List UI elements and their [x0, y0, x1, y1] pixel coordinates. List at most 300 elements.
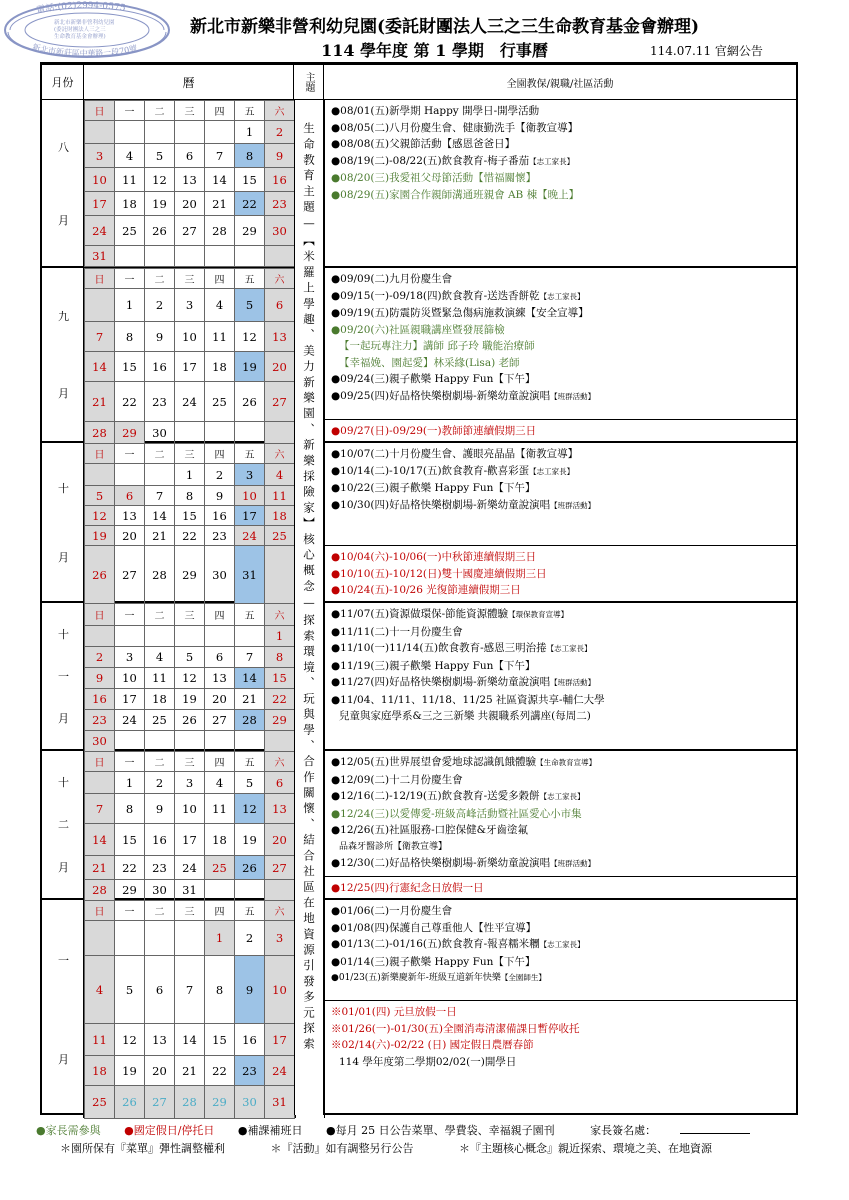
- day-cell: 2: [145, 772, 175, 794]
- day-cell: 3: [175, 289, 205, 322]
- event-list: [325, 100, 796, 266]
- day-cell: 21: [85, 856, 115, 880]
- event-tag: 【班群活動】: [550, 678, 596, 687]
- weekday-header: 三: [175, 444, 205, 464]
- week-row: [85, 322, 295, 352]
- week-row: [85, 956, 295, 1024]
- day-cell: 8: [205, 956, 235, 1024]
- weekday-header: 三: [175, 101, 205, 121]
- day-cell: 16: [85, 689, 115, 710]
- month-label-char: 九: [58, 310, 69, 324]
- event-text: ●12/30(二)好品格快樂樹劇場-新樂幼童說演唱: [331, 857, 551, 869]
- table-header-row: [42, 65, 796, 100]
- event-tag: 【班群活動】: [550, 500, 596, 510]
- day-cell: 5: [145, 144, 175, 168]
- week-row: [85, 880, 295, 901]
- month-label-char: 一: [58, 670, 69, 683]
- day-cell: 6: [115, 486, 145, 506]
- weekday-header: 二: [145, 901, 175, 921]
- day-cell: 4: [205, 772, 235, 794]
- event-item: [331, 692, 790, 709]
- day-cell: 30: [85, 731, 115, 752]
- event-text: ●10/14(二)-10/17(五)飲食教育-歡喜彩蛋: [331, 464, 530, 477]
- month-row: [42, 268, 796, 443]
- weekday-header: 六: [265, 901, 295, 921]
- empty-day-cell: [145, 121, 175, 144]
- week-row: [85, 464, 295, 486]
- empty-day-cell: [205, 626, 235, 647]
- event-text: ●01/23(五)新樂慶新年-班級互道新年快樂: [331, 973, 501, 983]
- day-cell: 27: [175, 216, 205, 246]
- day-cell: 30: [205, 546, 235, 604]
- month-label-char: 二: [58, 818, 69, 832]
- header-calendar: 曆: [84, 65, 294, 99]
- weekday-header: 日: [85, 101, 115, 121]
- day-cell: 15: [235, 168, 265, 192]
- day-cell: 25: [85, 1086, 115, 1119]
- event-list: [325, 900, 796, 1000]
- event-item: [331, 153, 790, 171]
- month-row: [42, 443, 796, 603]
- day-cell: 28: [145, 546, 175, 604]
- day-cell: 2: [265, 121, 295, 144]
- event-item: [331, 839, 790, 856]
- day-cell: 31: [85, 246, 115, 267]
- day-cell: 28: [235, 710, 265, 731]
- day-cell: 22: [235, 192, 265, 216]
- day-cell: 28: [85, 422, 115, 444]
- day-cell: 19: [235, 824, 265, 856]
- day-cell: 11: [205, 794, 235, 824]
- empty-day-cell: [175, 121, 205, 144]
- weekday-header: 三: [175, 269, 205, 289]
- day-cell: 14: [235, 668, 265, 689]
- day-cell: 15: [115, 824, 145, 856]
- event-list: [325, 603, 796, 749]
- event-text: ●10/22(三)親子歡樂 Happy Fun【下午】: [331, 482, 536, 494]
- event-item: [331, 103, 790, 120]
- day-cell: 8: [265, 647, 295, 668]
- day-cell: 29: [175, 546, 205, 604]
- empty-day-cell: [235, 731, 265, 752]
- weekday-header: 四: [205, 269, 235, 289]
- week-row: [85, 824, 295, 856]
- day-cell: 28: [85, 880, 115, 901]
- event-text: ●01/08(四)保護自己尊重他人【性平宣導】: [331, 921, 537, 934]
- day-cell: 11: [145, 668, 175, 689]
- weekday-header: 五: [235, 444, 265, 464]
- event-text: ●10/07(二)十月份慶生會、護眼亮晶晶【衛教宣導】: [331, 448, 579, 460]
- event-tag: 【志工家長】: [539, 291, 585, 301]
- legend-makeup-day: ●補課補班日: [237, 1124, 303, 1137]
- day-cell: 27: [145, 1086, 175, 1119]
- day-cell: 1: [265, 626, 295, 647]
- day-cell: 17: [85, 192, 115, 216]
- event-item: [331, 338, 790, 355]
- day-cell: 13: [115, 506, 145, 526]
- empty-day-cell: [265, 880, 295, 901]
- empty-day-cell: [205, 880, 235, 901]
- day-cell: 23: [145, 382, 175, 422]
- event-text: ●11/11(二)十一月份慶生會: [331, 625, 463, 638]
- day-cell: 19: [85, 526, 115, 546]
- day-cell: 13: [205, 668, 235, 689]
- day-cell: 7: [85, 322, 115, 352]
- day-cell: 7: [175, 956, 205, 1024]
- day-cell: 31: [235, 546, 265, 604]
- event-text: ●11/10(一)11/14(五)飲食教育-感恩三明治捲: [331, 642, 547, 654]
- holiday-list: [325, 419, 796, 441]
- empty-day-cell: [85, 921, 115, 956]
- event-item: [331, 658, 790, 675]
- day-cell: 3: [115, 647, 145, 668]
- day-cell: 29: [205, 1086, 235, 1119]
- weekday-header: 二: [145, 604, 175, 626]
- day-cell: 15: [175, 506, 205, 526]
- day-cell: 14: [205, 168, 235, 192]
- day-cell: 23: [85, 710, 115, 731]
- legend-parent-participation: ●家長需參與: [36, 1124, 101, 1137]
- event-text: ●09/24(三)親子歡樂 Happy Fun【下午】: [331, 373, 536, 385]
- month-calendar: [84, 603, 295, 752]
- weekday-row: [85, 901, 295, 921]
- month-label-char: 十: [58, 628, 69, 641]
- event-item: [331, 640, 790, 658]
- empty-day-cell: [175, 422, 205, 444]
- day-cell: 6: [205, 647, 235, 668]
- day-cell: 10: [85, 168, 115, 192]
- day-cell: 26: [115, 1086, 145, 1119]
- event-text: ●09/15(一)-09/18(四)飲食教育-送迭香餅乾: [331, 289, 540, 302]
- month-calendar: [84, 443, 295, 604]
- empty-day-cell: [235, 246, 265, 267]
- month-label: [42, 603, 84, 749]
- weekday-header: 五: [235, 752, 265, 772]
- week-row: [85, 772, 295, 794]
- day-cell: 22: [205, 1056, 235, 1086]
- week-row: [85, 856, 295, 880]
- day-cell: 15: [205, 1024, 235, 1056]
- day-cell: 10: [115, 668, 145, 689]
- footnotes: [60, 1140, 754, 1156]
- day-cell: 2: [145, 289, 175, 322]
- event-tag: 【志工家長】: [539, 940, 585, 949]
- day-cell: 7: [85, 794, 115, 824]
- empty-day-cell: [265, 246, 295, 267]
- day-cell: 2: [235, 921, 265, 956]
- day-cell: 12: [235, 322, 265, 352]
- day-cell: 5: [235, 289, 265, 322]
- event-text: ●08/08(五)父親節活動【感恩爸爸日】: [331, 138, 516, 150]
- empty-day-cell: [85, 121, 115, 144]
- day-cell: 16: [205, 506, 235, 526]
- day-cell: 6: [265, 772, 295, 794]
- event-item: [331, 954, 790, 971]
- note-menu: ＊園所保有『菜單』彈性調整權利: [60, 1142, 225, 1155]
- weekday-header: 日: [85, 269, 115, 289]
- event-text: ●11/19(三)親子歡樂 Happy Fun【下午】: [331, 659, 536, 672]
- weekday-row: [85, 101, 295, 121]
- day-cell: 19: [235, 352, 265, 382]
- empty-day-cell: [175, 626, 205, 647]
- event-item: [331, 322, 790, 339]
- day-cell: 4: [85, 956, 115, 1024]
- day-cell: 24: [175, 382, 205, 422]
- header-events: 全園教保/親職/社區活動: [506, 78, 614, 90]
- empty-day-cell: [115, 464, 145, 486]
- event-text: ●09/19(五)防震防災暨緊急傷病施救演練【安全宣導】: [331, 307, 589, 319]
- day-cell: 29: [115, 422, 145, 444]
- day-cell: 29: [235, 216, 265, 246]
- week-row: [85, 626, 295, 647]
- day-cell: 23: [235, 1056, 265, 1086]
- holiday-list: [325, 545, 796, 601]
- holiday-item: ●12/25(四)行憲紀念日放假一日: [331, 882, 484, 894]
- event-item: [331, 624, 790, 641]
- empty-day-cell: [235, 422, 265, 444]
- week-row: [85, 1056, 295, 1086]
- empty-day-cell: [205, 121, 235, 144]
- month-row: [42, 900, 796, 1118]
- svg-text:電話:(02)2994-0575: 電話:(02)2994-0575: [35, 1, 127, 17]
- month-label-char: 月: [58, 712, 69, 725]
- event-item: [331, 920, 790, 937]
- event-item: [331, 463, 790, 481]
- empty-day-cell: [115, 626, 145, 647]
- event-list: [325, 751, 796, 876]
- day-cell: 25: [205, 856, 235, 880]
- day-cell: 14: [145, 506, 175, 526]
- event-text: ●12/05(五)世界展望會愛地球認識飢餓體驗: [331, 756, 537, 768]
- event-item: [331, 606, 790, 624]
- event-item: [331, 120, 790, 137]
- week-row: [85, 668, 295, 689]
- month-events: [325, 443, 796, 601]
- month-row: [42, 603, 796, 751]
- event-text: ●09/25(四)好品格快樂樹劇場-新樂幼童說演唱: [331, 389, 551, 402]
- day-cell: 18: [265, 506, 295, 526]
- weekday-header: 日: [85, 752, 115, 772]
- week-row: [85, 352, 295, 382]
- empty-day-cell: [85, 289, 115, 322]
- header-theme: 主題: [294, 65, 324, 99]
- event-text: ●12/24(三)以愛傳愛-班級高峰活動暨社區愛心小市集: [331, 807, 582, 820]
- event-tag: 【志工家長】: [546, 644, 592, 653]
- month-label-char: 八: [58, 140, 69, 154]
- day-cell: 23: [205, 526, 235, 546]
- day-cell: 13: [265, 322, 295, 352]
- event-tag: 【志工家長】: [529, 466, 575, 476]
- empty-day-cell: [115, 731, 145, 752]
- month-label: [42, 268, 84, 441]
- day-cell: 15: [115, 352, 145, 382]
- month-calendar: [84, 900, 295, 1119]
- event-text: ●08/20(三)我愛祖父母節活動【惜福關懷】: [331, 172, 537, 184]
- day-cell: 5: [235, 772, 265, 794]
- day-cell: 3: [175, 772, 205, 794]
- weekday-header: 六: [265, 752, 295, 772]
- day-cell: 14: [85, 352, 115, 382]
- day-cell: 11: [85, 1024, 115, 1056]
- day-cell: 24: [115, 710, 145, 731]
- weekday-header: 二: [145, 101, 175, 121]
- day-cell: 15: [265, 668, 295, 689]
- day-cell: 1: [205, 921, 235, 956]
- event-text: ●08/01(五)新學期 Happy 開學日-開學活動: [331, 105, 540, 117]
- day-cell: 10: [175, 322, 205, 352]
- day-cell: 18: [205, 824, 235, 856]
- month-label: [42, 100, 84, 266]
- event-text: ●08/19(二)-08/22(五)飲食教育-梅子番茄: [331, 154, 530, 167]
- day-cell: 16: [235, 1024, 265, 1056]
- theme-column: [294, 100, 324, 1115]
- day-cell: 29: [115, 880, 145, 901]
- empty-day-cell: [85, 772, 115, 794]
- month-label-char: 一: [58, 953, 69, 967]
- day-cell: 6: [175, 144, 205, 168]
- weekday-header: 三: [175, 752, 205, 772]
- day-cell: 26: [235, 856, 265, 880]
- day-cell: 18: [115, 192, 145, 216]
- day-cell: 18: [145, 689, 175, 710]
- weekday-header: 六: [265, 604, 295, 626]
- weekday-header: 一: [115, 444, 145, 464]
- empty-day-cell: [175, 731, 205, 752]
- event-text: 【一起玩專注力】講師 邱子玲 職能治療師: [339, 340, 535, 352]
- day-cell: 26: [235, 382, 265, 422]
- event-text: ●12/16(二)-12/19(五)飲食教育-送愛多穀餅: [331, 790, 540, 802]
- day-cell: 27: [265, 382, 295, 422]
- event-tag: 【環保教育宣導】: [508, 610, 569, 619]
- day-cell: 4: [265, 464, 295, 486]
- svg-text:新北市新樂非營利幼兒園: 新北市新樂非營利幼兒園: [54, 20, 115, 26]
- parent-signature-field[interactable]: [680, 1133, 750, 1134]
- event-item: [331, 446, 790, 463]
- weekday-header: 二: [145, 752, 175, 772]
- month-events: [325, 751, 796, 898]
- event-item: [331, 936, 790, 954]
- event-text: ●11/07(五)資源做環保-節能資源體驗: [331, 608, 509, 620]
- day-cell: 27: [265, 856, 295, 880]
- week-row: [85, 647, 295, 668]
- month-label: [42, 751, 84, 898]
- event-item: [331, 355, 790, 372]
- empty-day-cell: [145, 921, 175, 956]
- event-text: ●12/26(五)社區服務-口腔保健&牙齒塗氟: [331, 824, 529, 836]
- event-tag: 【志工家長】: [539, 792, 585, 801]
- day-cell: 29: [265, 710, 295, 731]
- empty-day-cell: [265, 731, 295, 752]
- day-cell: 3: [235, 464, 265, 486]
- empty-day-cell: [145, 626, 175, 647]
- day-cell: 12: [235, 794, 265, 824]
- day-cell: 4: [115, 144, 145, 168]
- event-tag: 【全園師生】: [500, 973, 546, 982]
- day-cell: 17: [175, 352, 205, 382]
- theme-text: 生命教育主題—【米羅上學趣、美力新樂園、新樂採險家】核心概念—探索環境、玩與學、合作關懷、結合社區在地資源引發多元探索: [302, 122, 316, 1054]
- legend-monthly-notice: ●每月 25 日公告菜單、學費袋、幸福親子園刊: [326, 1124, 555, 1137]
- month-label-char: 月: [58, 213, 69, 227]
- weekday-row: [85, 604, 295, 626]
- day-cell: 6: [145, 956, 175, 1024]
- month-label: [42, 443, 84, 601]
- event-item: [331, 708, 790, 725]
- day-cell: 18: [205, 352, 235, 382]
- weekday-header: 四: [205, 604, 235, 626]
- weekday-header: 一: [115, 752, 145, 772]
- day-cell: 25: [115, 216, 145, 246]
- empty-day-cell: [115, 121, 145, 144]
- day-cell: 19: [145, 192, 175, 216]
- note-theme: ＊『主題核心概念』親近探索、環境之美、在地資源: [459, 1142, 712, 1155]
- empty-day-cell: [115, 246, 145, 267]
- day-cell: 30: [235, 1086, 265, 1119]
- week-row: [85, 192, 295, 216]
- month-calendar: [84, 751, 295, 901]
- weekday-header: 三: [175, 604, 205, 626]
- day-cell: 19: [115, 1056, 145, 1086]
- day-cell: 17: [115, 689, 145, 710]
- month-events: [325, 603, 796, 749]
- week-row: [85, 1086, 295, 1119]
- event-item: [331, 822, 790, 839]
- empty-day-cell: [175, 246, 205, 267]
- svg-text:(委託財團法人三之三: (委託財團法人三之三: [54, 27, 106, 33]
- event-text: ●09/20(六)社區親職講座暨發展篩檢: [331, 323, 505, 336]
- day-cell: 14: [175, 1024, 205, 1056]
- day-cell: 30: [145, 422, 175, 444]
- week-row: [85, 422, 295, 444]
- event-text: 兒童與家庭學系&三之三新樂 共親職系列講座(每周二): [339, 710, 591, 722]
- weekday-header: 二: [145, 269, 175, 289]
- event-item: [331, 772, 790, 789]
- svg-text:生命教育基金會辦理): 生命教育基金會辦理): [54, 34, 106, 40]
- day-cell: 27: [115, 546, 145, 604]
- month-label-char: 十: [58, 481, 69, 495]
- event-text: ●01/14(三)親子歡樂 Happy Fun【下午】: [331, 955, 536, 968]
- holiday-item: 114 學年度第二學期02/02(一)開學日: [339, 1055, 517, 1068]
- event-text: ●08/29(五)家園合作親師溝通班親會 AB 棟【晚上】: [331, 188, 580, 201]
- event-item: [331, 855, 790, 873]
- empty-day-cell: [85, 626, 115, 647]
- event-item: [331, 288, 790, 306]
- week-row: [85, 546, 295, 604]
- event-item: [331, 170, 790, 187]
- day-cell: 8: [115, 322, 145, 352]
- day-cell: 4: [145, 647, 175, 668]
- week-row: [85, 486, 295, 506]
- weekday-header: 四: [205, 901, 235, 921]
- weekday-header: 日: [85, 444, 115, 464]
- day-cell: 17: [175, 824, 205, 856]
- weekday-header: 五: [235, 269, 265, 289]
- event-text: ●11/04、11/11、11/18、11/25 社區資源共享-輔仁大學: [331, 693, 605, 706]
- empty-day-cell: [265, 546, 295, 604]
- holiday-item: ●10/04(六)-10/06(一)中秋節連續假期三日: [331, 551, 537, 563]
- holiday-item: ※01/26(一)-01/30(五)全園消毒清潔備課日暫停收托: [331, 1022, 580, 1035]
- day-cell: 26: [175, 710, 205, 731]
- weekday-header: 三: [175, 901, 205, 921]
- document-title: 新北市新樂非營利幼兒園(委託財團法人三之三生命教育基金會辦理): [189, 17, 700, 37]
- day-cell: 13: [175, 168, 205, 192]
- empty-day-cell: [235, 626, 265, 647]
- day-cell: 22: [115, 382, 145, 422]
- day-cell: 21: [205, 192, 235, 216]
- weekday-header: 日: [85, 901, 115, 921]
- week-row: [85, 1024, 295, 1056]
- day-cell: 20: [175, 192, 205, 216]
- day-cell: 20: [115, 526, 145, 546]
